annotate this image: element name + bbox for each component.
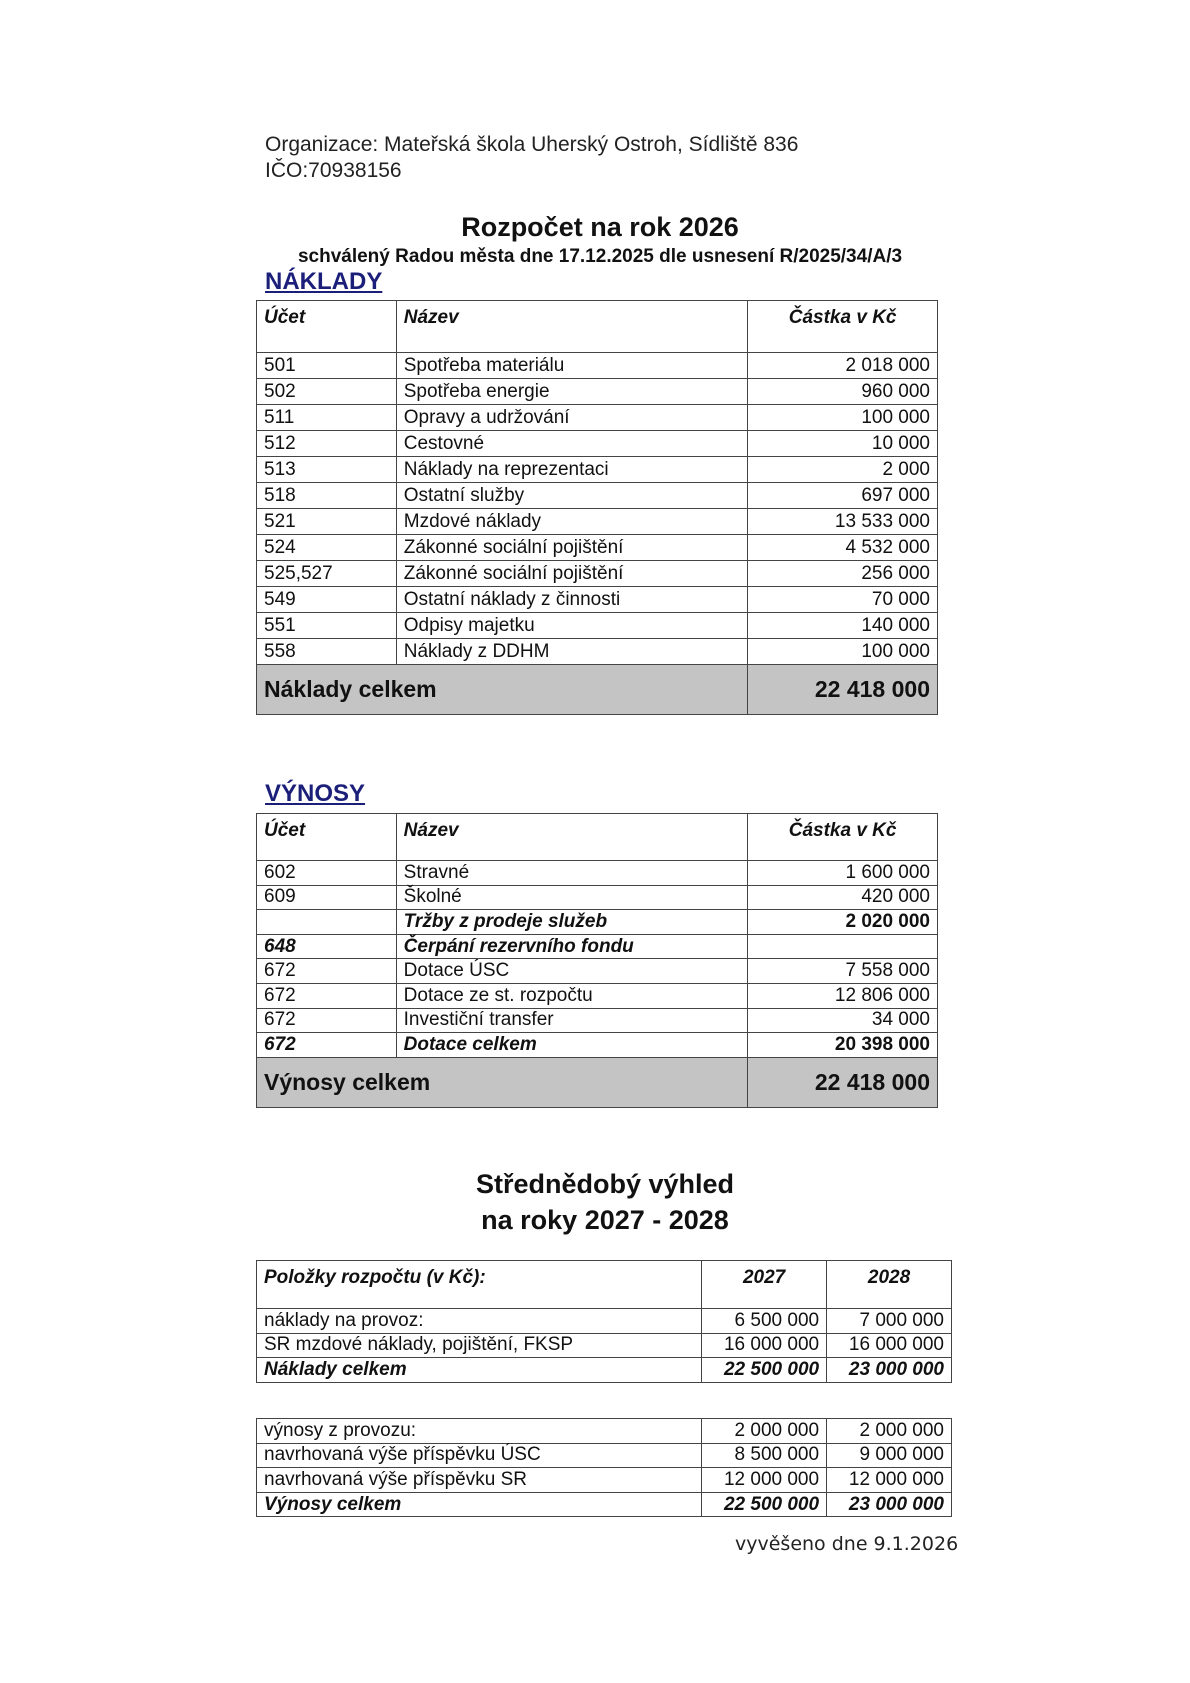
table-row: [257, 483, 938, 509]
column-header-amount: Částka v Kč: [748, 814, 938, 861]
account-cell: 512: [257, 431, 397, 457]
account-cell: 501: [257, 353, 397, 379]
account-cell: 521: [257, 509, 397, 535]
organization-name: Organizace: Mateřská škola Uherský Ostroh, Sídliště 836: [265, 133, 799, 156]
value-2028-cell: 16 000 000: [827, 1333, 952, 1358]
value-2027-cell: 12 000 000: [702, 1468, 827, 1493]
total-2027: 22 500 000: [702, 1492, 827, 1517]
table-row: [257, 431, 938, 457]
account-cell: 558: [257, 639, 397, 665]
name-cell: Ostatní služby: [396, 483, 747, 509]
amount-cell: 70 000: [748, 587, 938, 613]
account-cell: 551: [257, 613, 397, 639]
table-row: [257, 1309, 952, 1334]
budget-title: Rozpočet na rok 2026: [461, 212, 739, 242]
table-row: [257, 587, 938, 613]
posted-date: vyvěšeno dne 9.1.2026: [735, 1533, 959, 1555]
total-label: Náklady celkem: [257, 665, 748, 715]
table-row: [257, 910, 938, 935]
account-cell: 602: [257, 861, 397, 886]
table-row: [257, 353, 938, 379]
value-2028-cell: 12 000 000: [827, 1468, 952, 1493]
name-cell: Dotace ÚSC: [396, 959, 748, 984]
name-cell: Spotřeba materiálu: [396, 353, 747, 379]
table-row: [257, 457, 938, 483]
amount-cell: 100 000: [748, 639, 938, 665]
name-cell: Dotace ze st. rozpočtu: [396, 983, 748, 1008]
table-row: [257, 509, 938, 535]
budget-subtitle: schválený Radou města dne 17.12.2025 dle usnesení R/2025/34/A/3: [297, 246, 903, 267]
total-label: Výnosy celkem: [257, 1492, 702, 1517]
item-cell: náklady na provoz:: [257, 1309, 702, 1334]
naklady-table: [256, 300, 938, 715]
column-header-amount: Částka v Kč: [748, 301, 938, 353]
outlook-title-line2: na roky 2027 - 2028: [481, 1205, 729, 1235]
total-label: Náklady celkem: [257, 1358, 702, 1383]
column-header-item: Položky rozpočtu (v Kč):: [257, 1261, 702, 1309]
name-cell: Investiční transfer: [396, 1008, 748, 1033]
value-2027-cell: 6 500 000: [702, 1309, 827, 1334]
total-value: 22 418 000: [748, 665, 938, 715]
column-header-2028: 2028: [827, 1261, 952, 1309]
table-row: [257, 934, 938, 959]
amount-cell: 420 000: [748, 885, 938, 910]
value-2028-cell: 2 000 000: [827, 1419, 952, 1444]
amount-cell: 1 600 000: [748, 861, 938, 886]
table-row: [257, 959, 938, 984]
amount-cell: 10 000: [748, 431, 938, 457]
amount-cell: 2 018 000: [748, 353, 938, 379]
column-header-name: Název: [396, 814, 748, 861]
account-cell: 513: [257, 457, 397, 483]
vynosy-table: [256, 813, 938, 1108]
table-row: [257, 1033, 938, 1058]
name-cell: Čerpání rezervního fondu: [396, 934, 748, 959]
item-cell: výnosy z provozu:: [257, 1419, 702, 1444]
account-cell: 502: [257, 379, 397, 405]
column-header-2027: 2027: [702, 1261, 827, 1309]
outlook-cost-table: [256, 1260, 952, 1383]
amount-cell: 20 398 000: [748, 1033, 938, 1058]
organization-ico: IČO:70938156: [265, 159, 402, 182]
amount-cell: 12 806 000: [748, 983, 938, 1008]
total-2028: 23 000 000: [827, 1492, 952, 1517]
value-2028-cell: 7 000 000: [827, 1309, 952, 1334]
table-row: [257, 1333, 952, 1358]
table-row: [257, 405, 938, 431]
table-row: [257, 379, 938, 405]
name-cell: Spotřeba energie: [396, 379, 747, 405]
vynosy-header-row: [257, 814, 938, 861]
name-cell: Stravné: [396, 861, 748, 886]
total-row: [257, 1492, 952, 1517]
table-row: [257, 535, 938, 561]
table-row: [257, 1443, 952, 1468]
item-cell: navrhovaná výše příspěvku ÚSC: [257, 1443, 702, 1468]
outlook-header-row: [257, 1261, 952, 1309]
account-cell: 525,527: [257, 561, 397, 587]
total-2028: 23 000 000: [827, 1358, 952, 1383]
amount-cell: 100 000: [748, 405, 938, 431]
naklady-header-row: [257, 301, 938, 353]
account-cell: 672: [257, 1008, 397, 1033]
total-label: Výnosy celkem: [257, 1057, 748, 1107]
name-cell: Mzdové náklady: [396, 509, 747, 535]
account-cell: 511: [257, 405, 397, 431]
table-row: [257, 1419, 952, 1444]
item-cell: SR mzdové náklady, pojištění, FKSP: [257, 1333, 702, 1358]
account-cell: 609: [257, 885, 397, 910]
amount-cell: 7 558 000: [748, 959, 938, 984]
amount-cell: 960 000: [748, 379, 938, 405]
name-cell: Cestovné: [396, 431, 747, 457]
outlook-title-line1: Střednědobý výhled: [475, 1169, 735, 1199]
outlook-revenue-table: [256, 1418, 952, 1517]
name-cell: Zákonné sociální pojištění: [396, 561, 747, 587]
amount-cell: 2 000: [748, 457, 938, 483]
table-row: [257, 613, 938, 639]
value-2027-cell: 16 000 000: [702, 1333, 827, 1358]
amount-cell: 13 533 000: [748, 509, 938, 535]
name-cell: Náklady na reprezentaci: [396, 457, 747, 483]
name-cell: Školné: [396, 885, 748, 910]
table-row: [257, 885, 938, 910]
naklady-total-row: [257, 665, 938, 715]
column-header-account: Účet: [257, 301, 397, 353]
account-cell: [257, 910, 397, 935]
vynosy-heading: VÝNOSY: [265, 780, 366, 807]
column-header-account: Účet: [257, 814, 397, 861]
name-cell: Opravy a udržování: [396, 405, 747, 431]
account-cell: 672: [257, 1033, 397, 1058]
total-row: [257, 1358, 952, 1383]
amount-cell: [748, 934, 938, 959]
table-row: [257, 561, 938, 587]
amount-cell: 34 000: [748, 1008, 938, 1033]
column-header-name: Název: [396, 301, 747, 353]
value-2027-cell: 2 000 000: [702, 1419, 827, 1444]
account-cell: 672: [257, 959, 397, 984]
account-cell: 648: [257, 934, 397, 959]
name-cell: Náklady z DDHM: [396, 639, 747, 665]
total-2027: 22 500 000: [702, 1358, 827, 1383]
amount-cell: 2 020 000: [748, 910, 938, 935]
name-cell: Odpisy majetku: [396, 613, 747, 639]
table-row: [257, 1008, 938, 1033]
amount-cell: 4 532 000: [748, 535, 938, 561]
value-2028-cell: 9 000 000: [827, 1443, 952, 1468]
organization-header: [265, 132, 798, 184]
account-cell: 524: [257, 535, 397, 561]
naklady-heading: NÁKLADY: [265, 268, 383, 295]
name-cell: Dotace celkem: [396, 1033, 748, 1058]
amount-cell: 256 000: [748, 561, 938, 587]
total-value: 22 418 000: [748, 1057, 938, 1107]
table-row: [257, 861, 938, 886]
amount-cell: 140 000: [748, 613, 938, 639]
table-row: [257, 639, 938, 665]
amount-cell: 697 000: [748, 483, 938, 509]
account-cell: 672: [257, 983, 397, 1008]
vynosy-total-row: [257, 1057, 938, 1107]
table-row: [257, 1468, 952, 1493]
account-cell: 518: [257, 483, 397, 509]
item-cell: navrhovaná výše příspěvku SR: [257, 1468, 702, 1493]
name-cell: Zákonné sociální pojištění: [396, 535, 747, 561]
account-cell: 549: [257, 587, 397, 613]
outlook-title: [0, 1166, 1190, 1238]
value-2027-cell: 8 500 000: [702, 1443, 827, 1468]
name-cell: Ostatní náklady z činnosti: [396, 587, 747, 613]
table-row: [257, 983, 938, 1008]
name-cell: Tržby z prodeje služeb: [396, 910, 748, 935]
